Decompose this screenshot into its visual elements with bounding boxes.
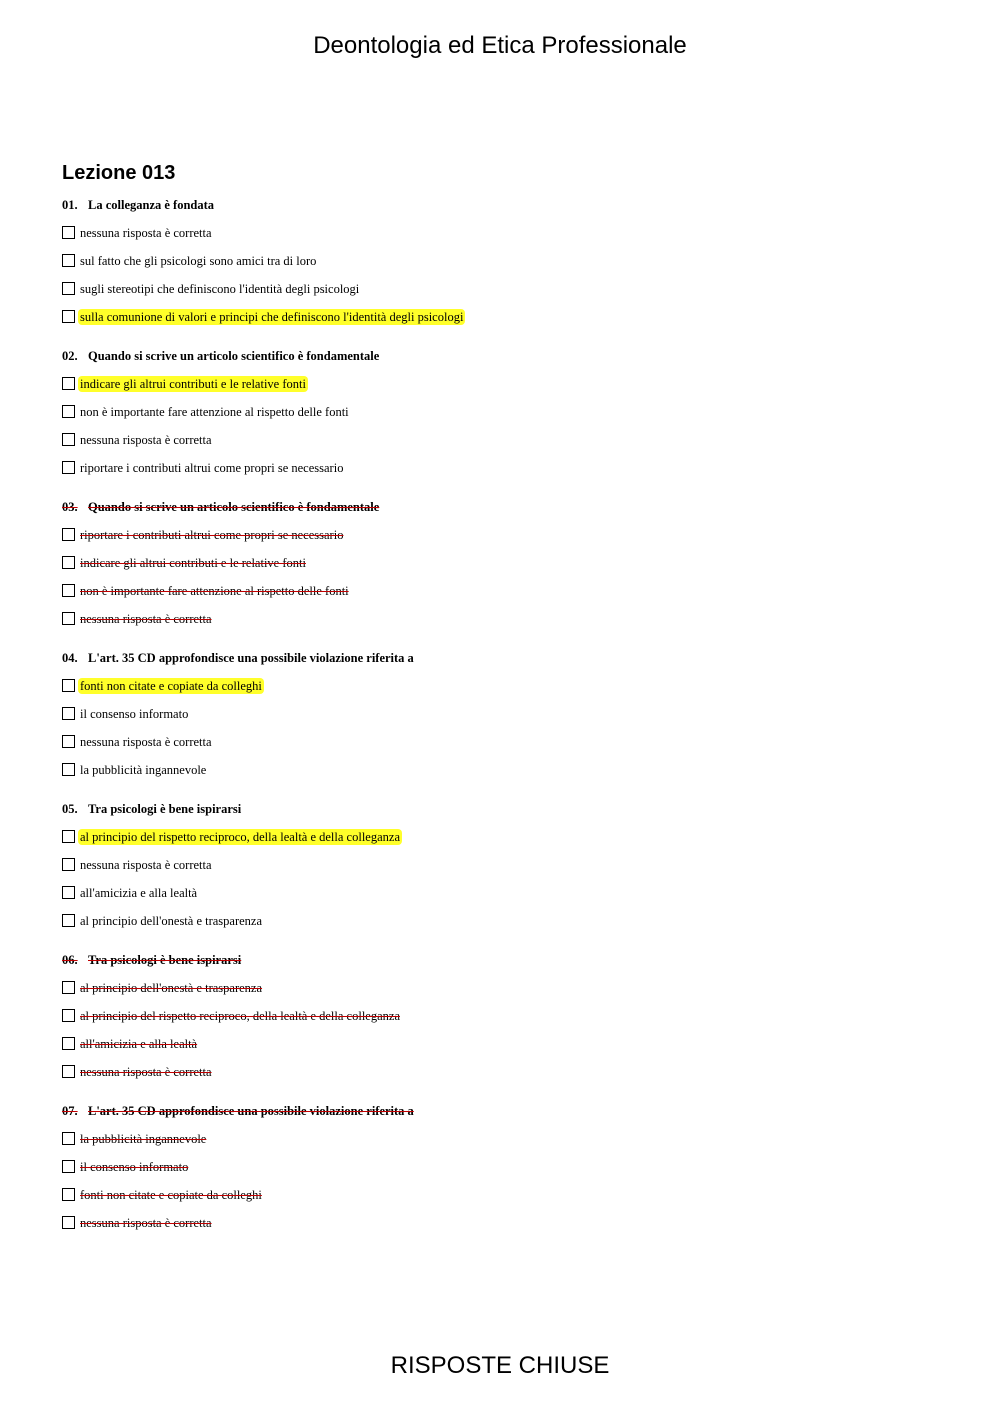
answer-text: la pubblicità ingannevole [80,1132,207,1146]
answer-option [62,1187,942,1215]
answer-text: nessuna risposta è corretta [80,433,212,447]
answer-checkbox[interactable] [62,886,75,899]
question-list [62,197,942,1254]
answer-checkbox[interactable] [62,310,75,323]
question-06 [62,952,942,1103]
answer-option [62,1008,942,1036]
question-number: 04. [62,651,78,665]
question-title [62,952,942,980]
answer-text: nessuna risposta è corretta [80,858,212,872]
answer-text: nessuna risposta è corretta [80,226,212,240]
answer-option [62,527,942,555]
answer-option [62,1215,942,1243]
answer-checkbox[interactable] [62,226,75,239]
answer-text: al principio del rispetto reciproco, della lealtà e della colleganza [80,830,400,844]
answer-text: il consenso informato [80,707,189,721]
question-text: Quando si scrive un articolo scientifico è fondamentale [88,349,380,363]
answer-text: nessuna risposta è corretta [80,612,212,626]
answer-option [62,913,942,941]
question-number: 01. [62,198,78,212]
answer-option-correct [62,376,942,404]
question-text: Tra psicologi è bene ispirarsi [88,802,242,816]
answer-checkbox[interactable] [62,556,75,569]
answer-option [62,611,942,639]
answer-option [62,980,942,1008]
answer-text: nessuna risposta è corretta [80,1065,212,1079]
answer-text: fonti non citate e copiate da colleghi [80,1188,262,1202]
answer-text: sul fatto che gli psicologi sono amici tra di loro [80,254,317,268]
answer-checkbox[interactable] [62,1132,75,1145]
question-number: 07. [62,1104,78,1118]
question-01 [62,197,942,348]
question-text: L'art. 35 CD approfondisce una possibile violazione riferita a [88,1104,414,1118]
answer-text: non è importante fare attenzione al rispetto delle fonti [80,584,349,598]
question-title [62,197,942,225]
answer-option [62,432,942,460]
answer-checkbox[interactable] [62,1009,75,1022]
answer-option [62,706,942,734]
answer-text: indicare gli altrui contributi e le relative fonti [80,377,306,391]
answer-option [62,225,942,253]
question-number: 05. [62,802,78,816]
answer-option [62,857,942,885]
question-text: Tra psicologi è bene ispirarsi [88,953,242,967]
answer-checkbox[interactable] [62,584,75,597]
question-title [62,650,942,678]
answer-option [62,734,942,762]
answer-text: la pubblicità ingannevole [80,763,207,777]
answer-checkbox[interactable] [62,461,75,474]
answer-text: all'amicizia e alla lealtà [80,1037,198,1051]
question-title [62,499,942,527]
question-title [62,348,942,376]
question-text: Quando si scrive un articolo scientifico è fondamentale [88,500,380,514]
answer-option [62,1131,942,1159]
question-number: 06. [62,953,78,967]
answer-text: riportare i contributi altrui come propri se necessario [80,528,344,542]
answer-text: al principio dell'onestà e trasparenza [80,981,263,995]
answer-option [62,460,942,488]
question-title [62,1103,942,1131]
answer-option [62,762,942,790]
answer-checkbox[interactable] [62,1160,75,1173]
answer-option [62,583,942,611]
question-text: La colleganza è fondata [88,198,215,212]
answer-option [62,253,942,281]
question-07 [62,1103,942,1254]
answer-text: al principio del rispetto reciproco, della lealtà e della colleganza [80,1009,400,1023]
question-02 [62,348,942,499]
answer-checkbox[interactable] [62,858,75,871]
answer-text: indicare gli altrui contributi e le relative fonti [80,556,306,570]
answer-option [62,1159,942,1187]
answer-option-correct [62,678,942,706]
answer-text: il consenso informato [80,1160,189,1174]
answer-option [62,555,942,583]
answer-checkbox[interactable] [62,679,75,692]
answer-text: riportare i contributi altrui come propri se necessario [80,461,344,475]
answer-checkbox[interactable] [62,254,75,267]
answer-checkbox[interactable] [62,377,75,390]
answer-option-correct [62,309,942,337]
page-title: Deontologia ed Etica Professionale [313,32,687,59]
page-footer: RISPOSTE CHIUSE [390,1352,610,1379]
answer-checkbox[interactable] [62,763,75,776]
answer-checkbox[interactable] [62,981,75,994]
answer-text: sulla comunione di valori e principi che definiscono l'identità degli psicologi [80,310,464,324]
question-03 [62,499,942,650]
question-number: 02. [62,349,78,363]
answer-option [62,281,942,309]
question-number: 03. [62,500,78,514]
answer-checkbox[interactable] [62,1037,75,1050]
answer-text: nessuna risposta è corretta [80,1216,212,1230]
question-text: L'art. 35 CD approfondisce una possibile violazione riferita a [88,651,414,665]
question-title [62,801,942,829]
answer-option [62,885,942,913]
answer-checkbox[interactable] [62,282,75,295]
answer-option [62,1036,942,1064]
answer-text: sugli stereotipi che definiscono l'identità degli psicologi [80,282,360,296]
answer-checkbox[interactable] [62,1216,75,1229]
question-05 [62,801,942,952]
answer-checkbox[interactable] [62,735,75,748]
answer-checkbox[interactable] [62,707,75,720]
answer-checkbox[interactable] [62,914,75,927]
answer-text: all'amicizia e alla lealtà [80,886,198,900]
answer-checkbox[interactable] [62,405,75,418]
answer-checkbox[interactable] [62,830,75,843]
answer-checkbox[interactable] [62,528,75,541]
answer-checkbox[interactable] [62,612,75,625]
answer-checkbox[interactable] [62,1188,75,1201]
answer-option-correct [62,829,942,857]
answer-text: nessuna risposta è corretta [80,735,212,749]
answer-option [62,404,942,432]
answer-checkbox[interactable] [62,433,75,446]
answer-text: al principio dell'onestà e trasparenza [80,914,263,928]
lesson-title: Lezione 013 [62,162,176,184]
answer-text: fonti non citate e copiate da colleghi [80,679,262,693]
answer-option [62,1064,942,1092]
answer-checkbox[interactable] [62,1065,75,1078]
answer-text: non è importante fare attenzione al rispetto delle fonti [80,405,349,419]
question-04 [62,650,942,801]
